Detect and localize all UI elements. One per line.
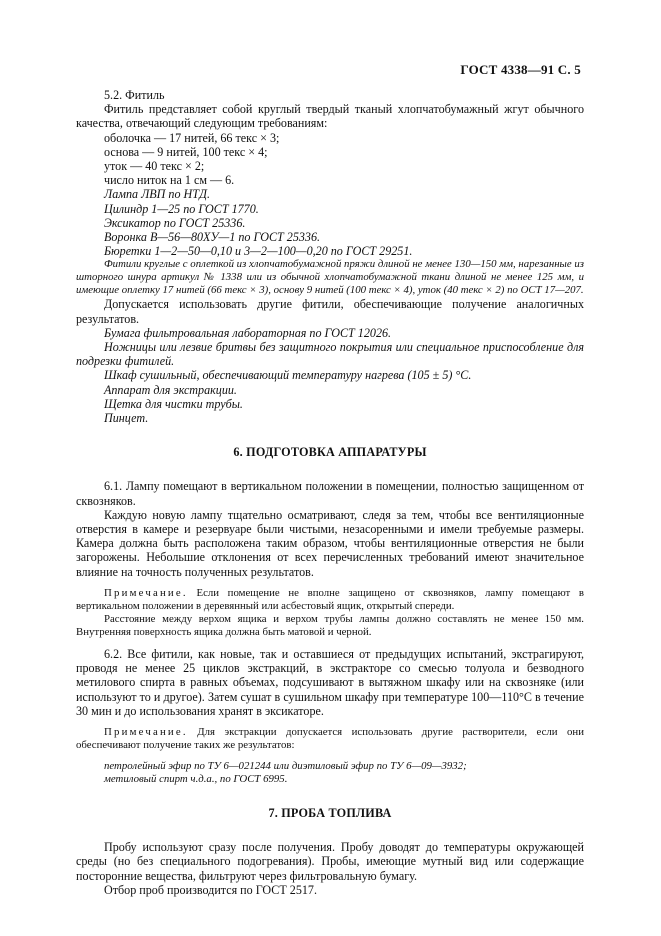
equipment-item: Ножницы или лезвие бритвы без защитного покрытия или специальное приспособление для подрезки фитилей. <box>76 340 584 369</box>
requirement-item: уток — 40 текс × 2; <box>104 159 205 174</box>
note-label: Примечание. <box>104 725 188 738</box>
equipment-item: Бумага фильтровальная лабораторная по ГОСТ 12026. <box>104 325 392 340</box>
requirement-item: оболочка — 17 нитей, 66 текс × 3; <box>104 130 280 145</box>
section-6-1-paragraph: 6.1. Лампу помещают в вертикальном положении в помещении, полностью защищенном от сквозняков. <box>76 479 584 508</box>
note-text: Для экстракции допускается использовать другие растворители, если они обеспечивают получение таких же результатов: <box>76 725 584 751</box>
equipment-item: Эксикатор по ГОСТ 25336. <box>104 215 246 230</box>
sampling-paragraph: Отбор проб производится по ГОСТ 2517. <box>104 882 317 897</box>
requirement-item: число ниток на 1 см — 6. <box>104 173 235 188</box>
equipment-item: Цилиндр 1—25 по ГОСТ 1770. <box>104 201 259 216</box>
note-text: Если помещение не вполне защищено от сквозняков, лампу помещают в вертикальном положении в деревянный или асбестовый ящик, открытый спереди. <box>76 586 584 612</box>
equipment-item: Воронка В—56—80ХУ—1 по ГОСТ 25336. <box>104 230 321 245</box>
equipment-item: Лампа ЛВП по НТД. <box>104 187 211 202</box>
document-body <box>76 88 584 897</box>
note-label: Примечание. <box>104 586 188 599</box>
section-5-2-title: 5.2. Фитиль <box>104 88 165 102</box>
solvent-item: метиловый спирт ч.д.а., по ГОСТ 6995. <box>104 772 288 785</box>
solvent-item: петролейный эфир по ТУ 6—021244 или диэтиловый эфир по ТУ 6—09—3932; <box>104 759 467 772</box>
equipment-item: Шкаф сушильный, обеспечивающий температуру нагрева (105 ± 5) °С. <box>104 368 472 383</box>
equipment-item: Пинцет. <box>104 411 149 426</box>
note-paragraph <box>76 726 584 752</box>
equipment-item: Аппарат для экстракции. <box>104 382 237 397</box>
allowed-paragraph: Допускается использовать другие фитили, обеспечивающие получение аналогичных результатов. <box>76 297 584 326</box>
equipment-item: Бюретки 1—2—50—0,10 и 3—2—100—0,20 по ГОСТ 29251. <box>104 244 413 259</box>
requirement-item: основа — 9 нитей, 100 текс × 4; <box>104 144 268 159</box>
wicks-paragraph: Фитили круглые с оплеткой из хлопчатобумажной пряжи длиной не менее 130—150 мм, нарезанные из шторного шнура артикул № 1338 или из обычной хлопчатобумажной ткани длиной не менее 125 мм, и имеющие оплетку 17 нитей (66 текс × 3), основу 9 нитей (100 текс × 4), уток (40 текс × 2) по ОСТ 17—207. <box>76 258 584 297</box>
section-6-2-paragraph: 6.2. Все фитили, как новые, так и оставшиеся от предыдущих испытаний, экстрагируют, проводя не менее 25 циклов экстракций, в экстракторе со смесью толуола и безводного метилового спирта в равных объемах, подсушивают в вытяжном шкафу или на сквозняке (или используют то и другое). Затем сушат в сушильном шкафу при температуре 100—110°С в течение 30 мин и до использования хранят в эксикаторе. <box>76 646 584 718</box>
section-6-heading: 6. ПОДГОТОВКА АППАРАТУРЫ <box>233 445 427 460</box>
note-continuation: Расстояние между верхом ящика и верхом трубы лампы должно составлять не менее 150 мм. Внутренняя поверхность ящика должна быть матовой и черной. <box>76 612 584 638</box>
section-7-heading: 7. ПРОБА ТОПЛИВА <box>268 805 392 820</box>
note-paragraph <box>76 587 584 613</box>
sample-paragraph: Пробу используют сразу после получения. Пробу доводят до температуры окружающей среды (но без специального подогревания). Пробы, имеющие мутный вид или содержащие посторонние вещества, фильтруют через фильтровальную бумагу. <box>76 840 584 883</box>
page-header: ГОСТ 4338—91 С. 5 <box>460 62 581 77</box>
equipment-item: Щетка для чистки трубы. <box>104 396 243 411</box>
wick-description: Фитиль представляет собой круглый твердый тканый хлопчатобумажный жгут обычного качества, отвечающий следующим требованиям: <box>76 102 584 131</box>
lamp-inspection-paragraph: Каждую новую лампу тщательно осматривают, следя за тем, чтобы все вентиляционные отверстия в камере и резервуаре были чистыми, незасоренными и имели требуемые размеры. Камера должна быть расположена таким образом, чтобы вентиляционные отверстия не были загорожены. Небольшие отклонения от всех перечисленных требований имеют значительное влияние на точность полученных результатов. <box>76 507 584 579</box>
